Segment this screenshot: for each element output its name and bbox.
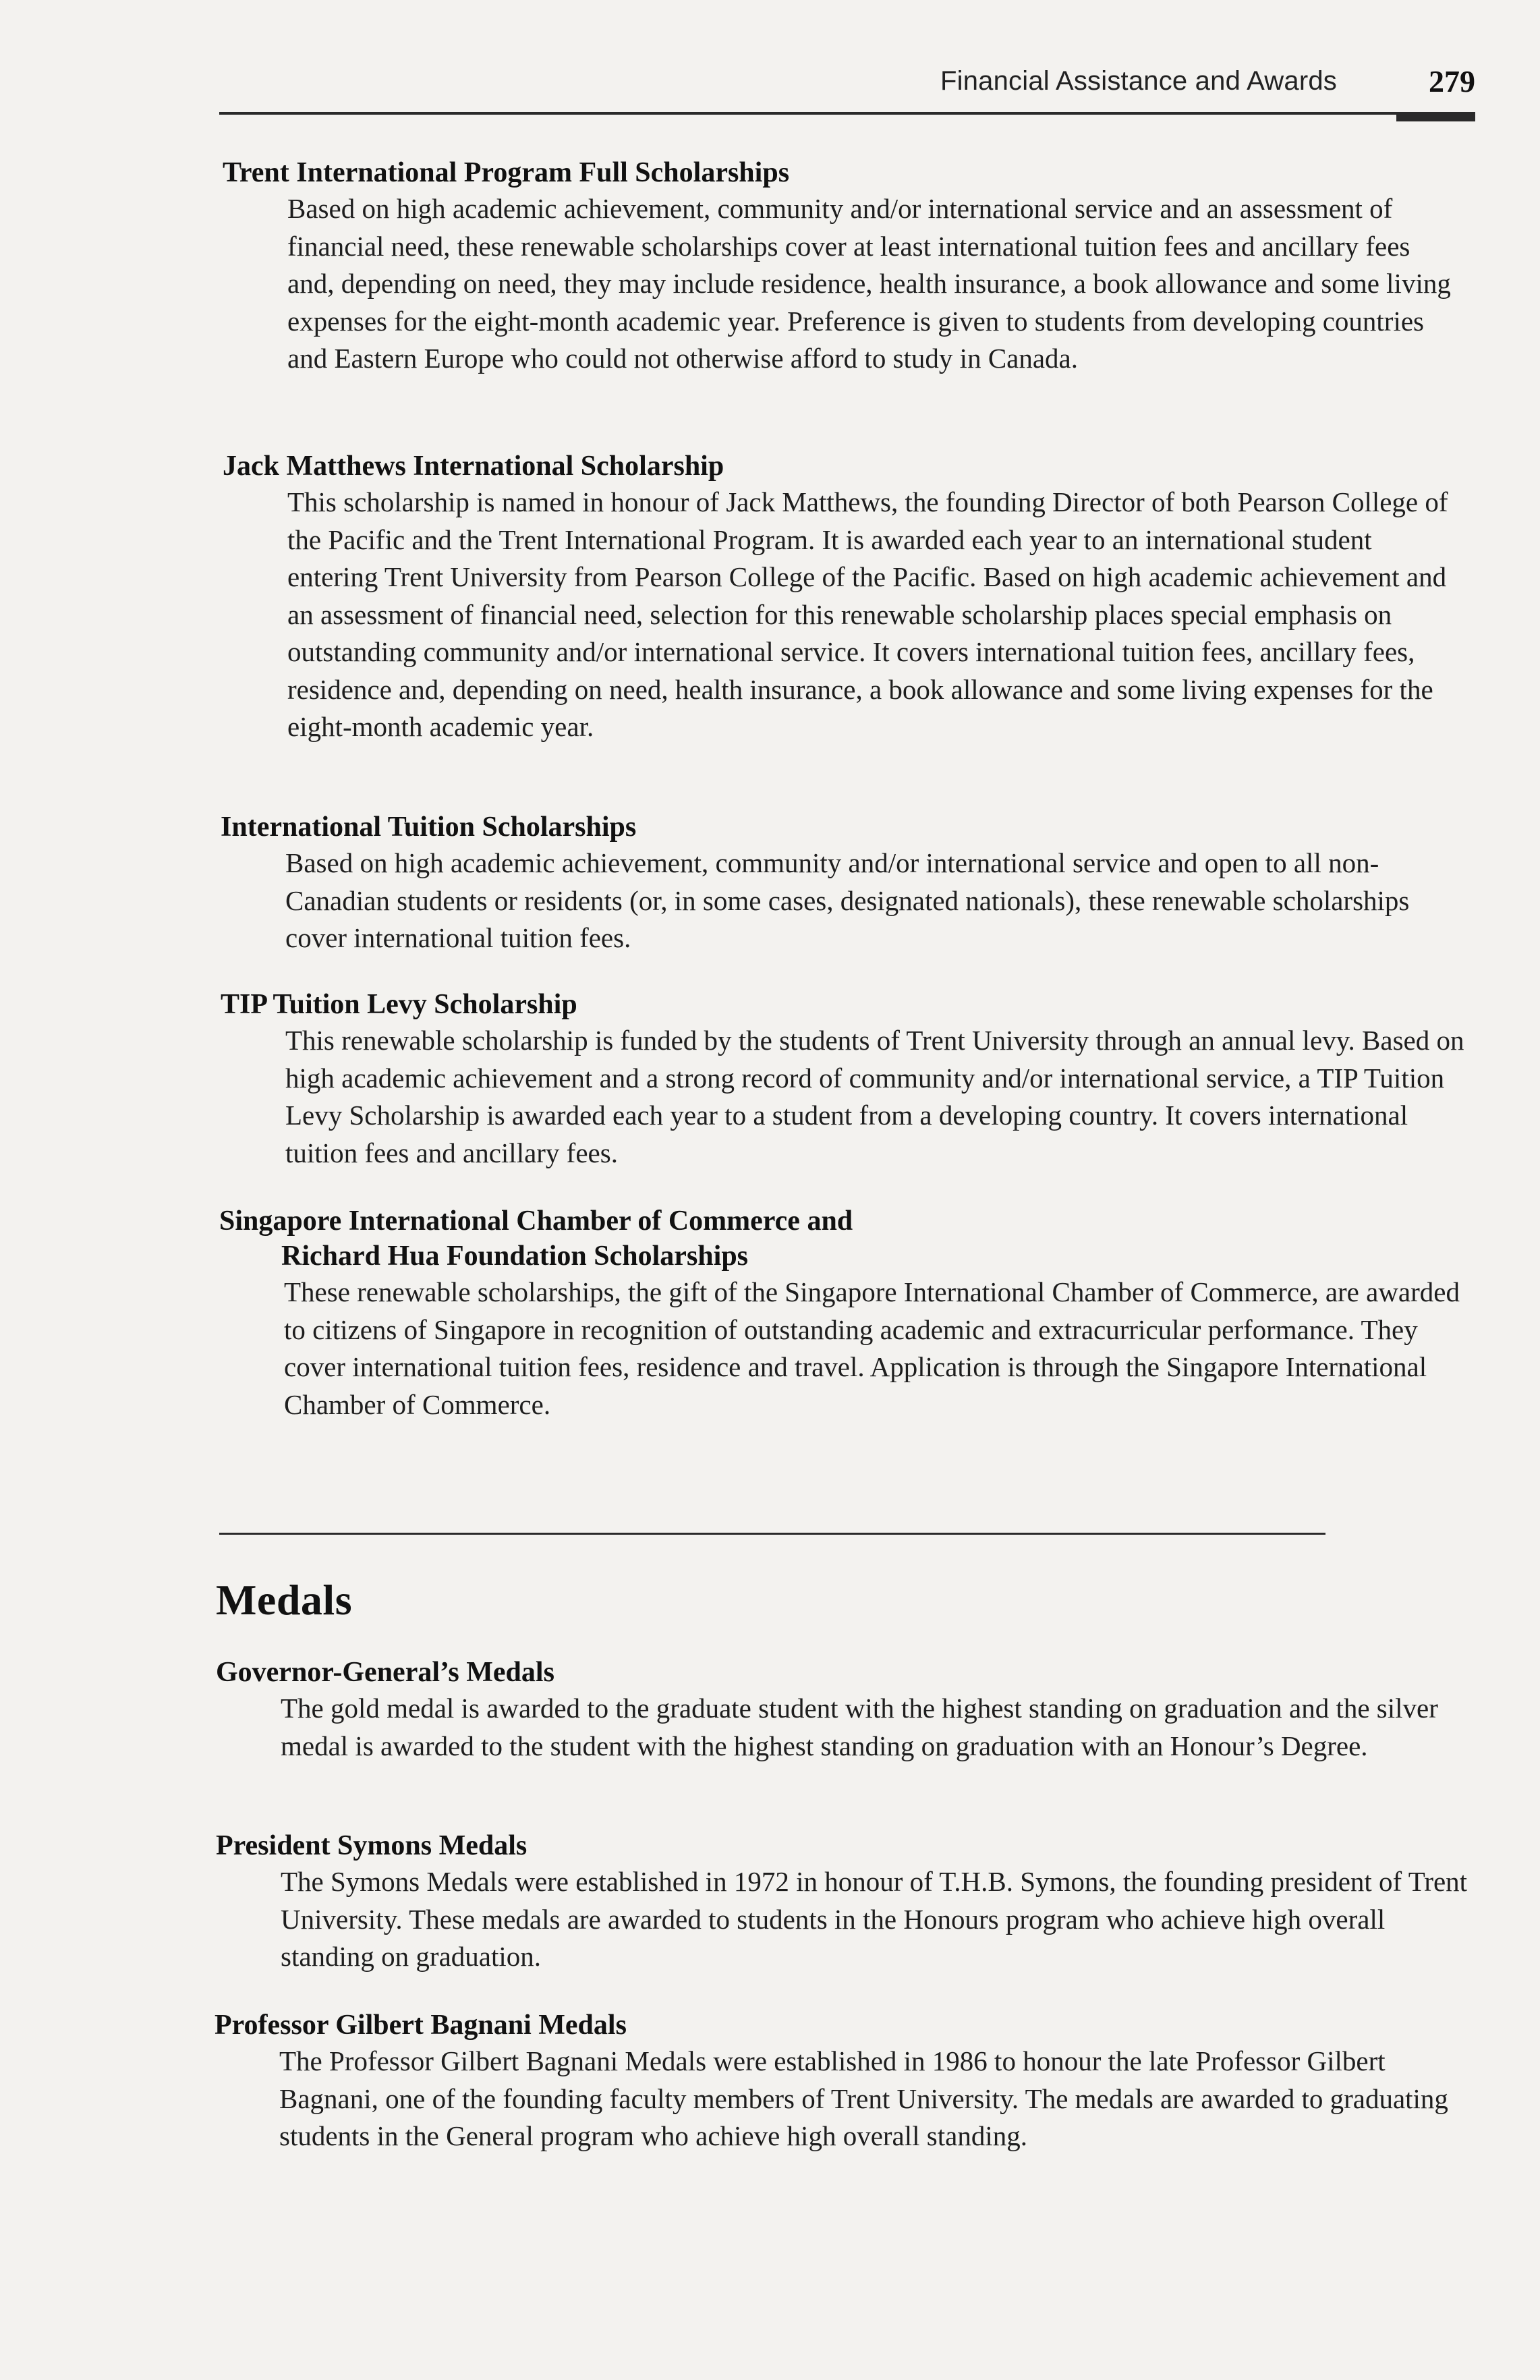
section-title-medals: Medals	[216, 1576, 353, 1624]
entry-body: The Professor Gilbert Bagnani Medals were established in 1986 to honour the late Professor Gilbert Bagnani, one of the founding faculty members of Trent University. The medals are awarded to graduating students in the General program who achieve high overall standing.	[279, 2045, 1448, 2151]
page-header	[219, 66, 1475, 107]
entry-body: Based on high academic achievement, community and/or international service and an assessment of financial need, these renewable scholarships cover at least international tuition fees and ancillary fees and, depending on need, they may include residence, health insurance, a book allowance and some living expenses for the eight-month academic year. Preference is given to students from developing countries and Eastern Europe who could not otherwise afford to study in Canada.	[287, 193, 1451, 374]
page-number: 279	[1429, 64, 1475, 98]
entry-title: Jack Matthews International Scholarship	[223, 451, 724, 482]
entry-body: This scholarship is named in honour of Jack Matthews, the founding Director of both Pearson College of the Pacific and the Trent International Program. It is awarded each year to an international student entering Trent University from Pearson College of the Pacific. Based on high academic achievement and an assessment of financial need, selection for this renewable scholarship places special emphasis on outstanding community and/or international service. It covers international tuition fees, ancillary fees, residence and, depending on need, health insurance, a book allowance and some living expenses for the eight-month academic year.	[287, 486, 1448, 742]
running-header-title: Financial Assistance and Awards	[940, 66, 1337, 96]
entry-body: Based on high academic achievement, community and/or international service and open to all non-Canadian students or residents (or, in some cases, designated nationals), these renewable scholarships cover international tuition fees.	[285, 847, 1410, 953]
scholarship-entry-jack-matthews	[223, 449, 1464, 746]
scholarship-entry-tip-tuition-levy	[221, 987, 1465, 1172]
entry-title: TIP Tuition Levy Scholarship	[221, 989, 577, 1020]
entry-body: The gold medal is awarded to the graduate student with the highest standing on graduation and the silver medal is awarded to the student with the highest standing on graduation with an Honour’s Degree.	[281, 1693, 1438, 1761]
medal-entry-governor-general	[216, 1655, 1471, 1765]
entry-title: International Tuition Scholarships	[221, 812, 637, 843]
entry-body: These renewable scholarships, the gift of the Singapore International Chamber of Commerce, are awarded to citizens of Singapore in recognition of outstanding academic and extracurricular performance. They cover international tuition fees, residence and travel. Application is through the Singapore International Chamber of Commerce.	[284, 1276, 1460, 1420]
entry-body: The Symons Medals were established in 1972 in honour of T.H.B. Symons, the founding president of Trent University. These medals are awarded to students in the Honours program who achieve high overall standing on graduation.	[281, 1866, 1468, 1972]
entry-title: Professor Gilbert Bagnani Medals	[215, 2010, 627, 2041]
scholarship-entry-international-tuition	[221, 810, 1465, 957]
header-rule-tab	[1396, 115, 1475, 121]
scholarship-entry-singapore	[219, 1203, 1467, 1423]
section-divider	[219, 1533, 1325, 1535]
entry-title: Governor-General’s Medals	[216, 1657, 554, 1688]
entry-title: Singapore International Chamber of Commerce and	[219, 1206, 853, 1237]
entry-title-continued: Richard Hua Foundation Scholarships	[281, 1241, 749, 1272]
medal-entry-gilbert-bagnani	[215, 2008, 1471, 2155]
medal-entry-president-symons	[216, 1828, 1471, 1976]
header-rule	[219, 112, 1475, 115]
entry-title: President Symons Medals	[216, 1830, 527, 1861]
entry-body: This renewable scholarship is funded by the students of Trent University through an annual levy. Based on high academic achievement and a strong record of community and/or international service, a TIP Tuition Levy Scholarship is awarded each year to a student from a developing country. It covers international tuition fees and ancillary fees.	[285, 1025, 1464, 1168]
scholarship-entry-trent-international	[223, 155, 1464, 378]
entry-title: Trent International Program Full Scholarships	[223, 157, 790, 188]
